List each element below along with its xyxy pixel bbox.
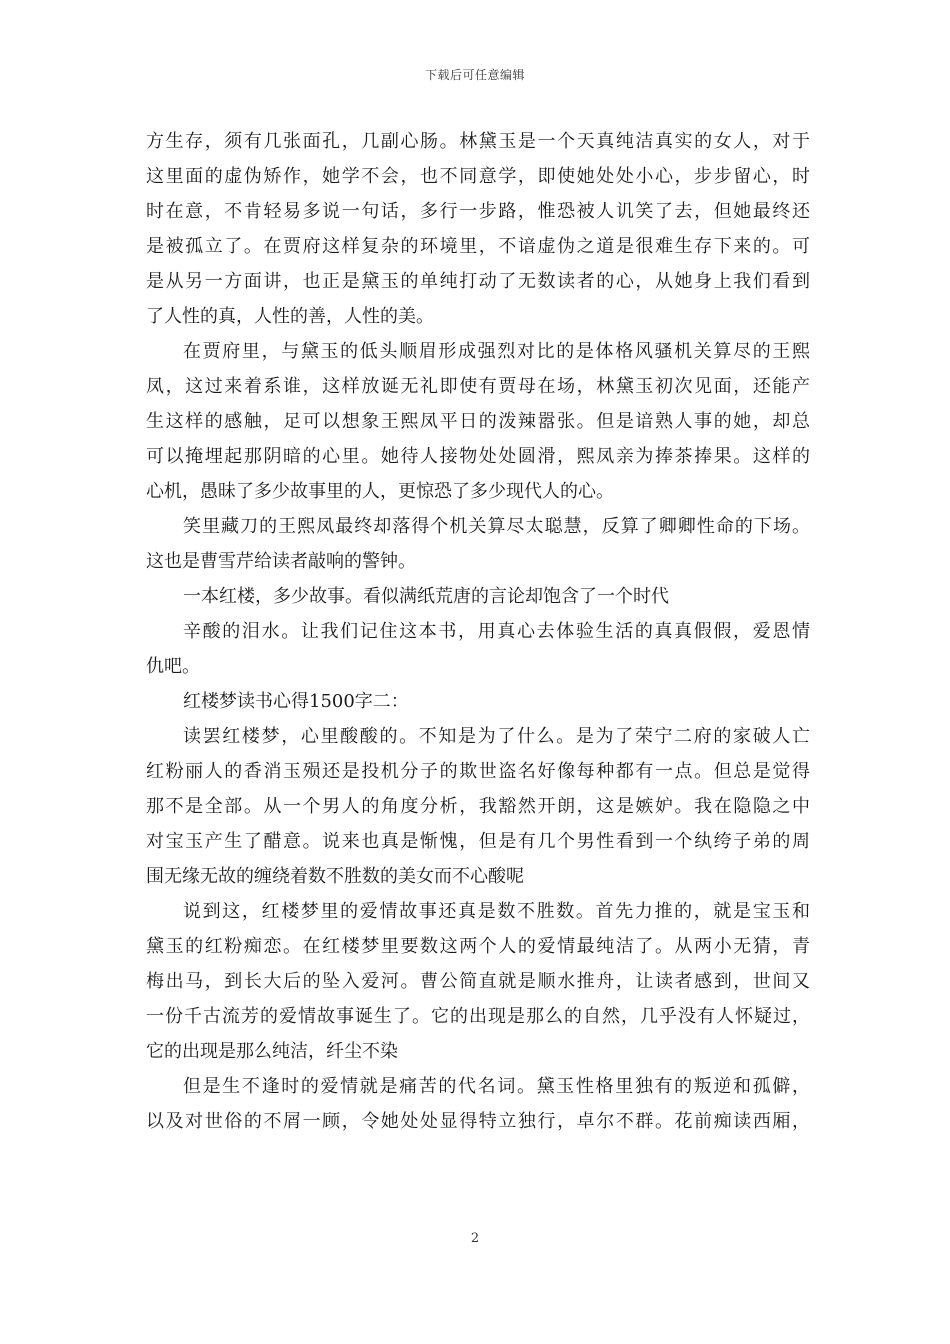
text-line: 这里面的虚伪矫作，她学不会，也不同意学，即使她处处小心，步步留心，时 [146,166,810,187]
page-header: 下载后可任意编辑 [424,68,525,82]
text-line: 笑里藏刀的王熙凤最终却落得个机关算尽太聪慧，反算了卿卿性命的下场。 [183,516,810,537]
text-line: 这也是曹雪芹给读者敲响的警钟。 [146,551,416,572]
text-line: 以及对世俗的不屑一顾，令她处处显得特立独行，卓尔不群。花前痴读西厢， [146,1111,810,1132]
text-line: 但是生不逢时的爱情就是痛苦的代名词。黛玉性格里独有的叛逆和孤僻， [183,1076,810,1097]
text-line: 黛玉的红粉痴恋。在红楼梦里要数这两个人的爱情最纯洁了。从两小无猜，青 [146,936,810,957]
text-line: 梅出马，到长大后的坠入爱河。曹公简直就是顺水推舟，让读者感到，世间又 [146,971,810,992]
text-line: 了人性的真，人性的善，人性的美。 [146,306,434,327]
text-line: 一份千古流芳的爱情故事诞生了。它的出现是那么的自然，几乎没有人怀疑过， [146,1006,810,1027]
text-line: 方生存，须有几张面孔，几副心肠。林黛玉是一个天真纯洁真实的女人，对于 [146,131,810,152]
text-line: 对宝玉产生了醋意。说来也真是惭愧，但是有几个男性看到一个纨绔子弟的周 [146,831,810,852]
text-line: 凤，这过来着系谁，这样放诞无礼即使有贾母在场，林黛玉初次见面，还能产 [146,376,810,397]
text-line: 红楼梦读书心得1500字二： [183,691,409,712]
text-line: 仇吧。 [146,656,200,677]
text-line: 辛酸的泪水。让我们记住这本书，用真心去体验生活的真真假假，爱恩情 [183,621,810,642]
text-line: 红粉丽人的香消玉殒还是投机分子的欺世盗名好像每种都有一点。但总是觉得 [146,761,810,782]
text-line: 是从另一方面讲，也正是黛玉的单纯打动了无数读者的心，从她身上我们看到 [146,271,810,292]
text-line: 围无缘无故的缠绕着数不胜数的美女而不心酸呢 [146,866,524,887]
text-line: 生这样的感触，足可以想象王熙凤平日的泼辣嚣张。但是谙熟人事的她，却总 [146,411,810,432]
text-line: 读罢红楼梦，心里酸酸的。不知是为了什么。是为了荣宁二府的家破人亡 [183,726,810,747]
text-line: 说到这，红楼梦里的爱情故事还真是数不胜数。首先力推的，就是宝玉和 [183,901,810,922]
text-line: 一本红楼，多少故事。看似满纸荒唐的言论却饱含了一个时代 [183,586,669,607]
text-line: 是被孤立了。在贾府这样复杂的环境里，不谙虚伪之道是很难生存下来的。可 [146,236,810,257]
page-number: 2 [470,1231,480,1246]
text-line: 可以掩埋起那阴暗的心里。她待人接物处处圆滑，熙凤亲为捧茶捧果。这样的 [146,446,810,467]
text-line: 心机，愚昧了多少故事里的人，更惊恐了多少现代人的心。 [146,481,614,502]
text-line: 时在意，不肯轻易多说一句话，多行一步路，惟恐被人讥笑了去，但她最终还 [146,201,810,222]
text-line: 它的出现是那么纯洁，纤尘不染 [146,1041,398,1062]
text-line: 在贾府里，与黛玉的低头顺眉形成强烈对比的是体格风骚机关算尽的王熙 [183,341,810,362]
text-line: 那不是全部。从一个男人的角度分析，我豁然开朗，这是嫉妒。我在隐隐之中 [146,796,810,817]
document-body [146,124,810,1139]
